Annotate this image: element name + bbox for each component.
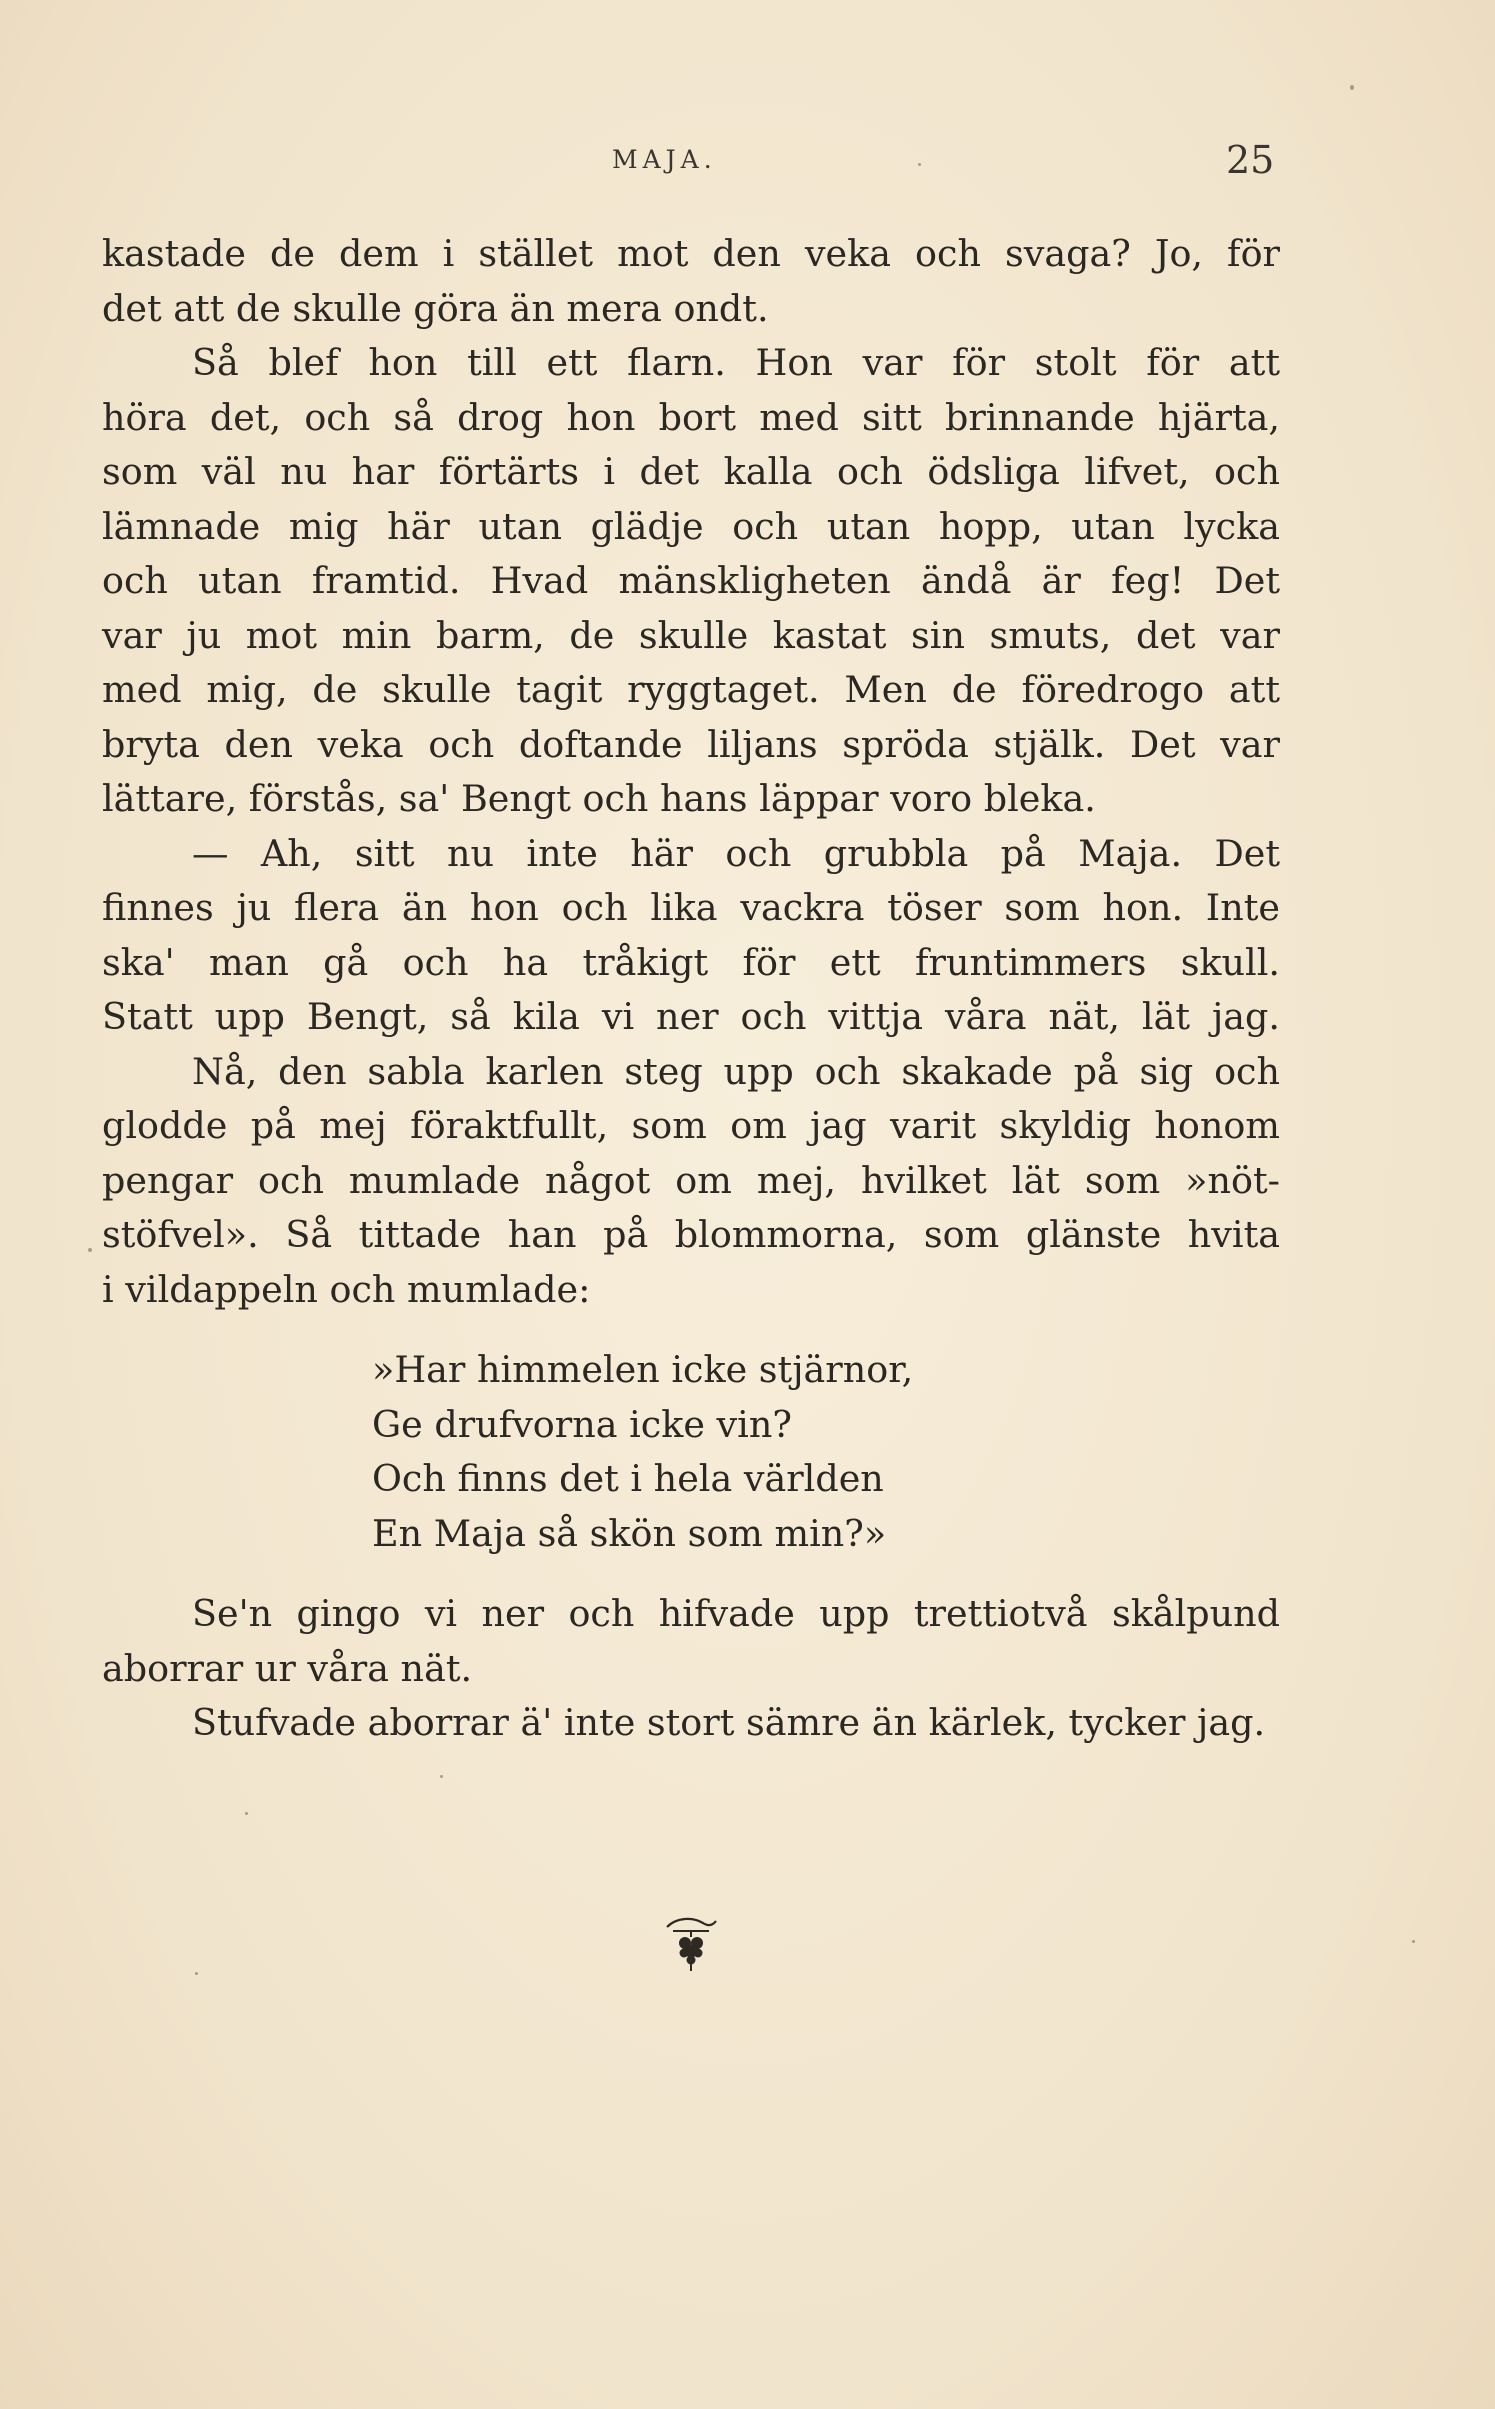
text-line: Nå, den sabla karlen steg upp och skakade på sig och bbox=[192, 1049, 1280, 1093]
text-line: det att de skulle göra än mera ondt. bbox=[102, 286, 769, 330]
text-line: som väl nu har förtärts i det kalla och ödsliga lifvet, och bbox=[102, 450, 1280, 493]
text-line: aborrar ur våra nät. bbox=[102, 1646, 473, 1690]
text-line: lämnade mig här utan glädje och utan hopp, utan lycka bbox=[102, 504, 1280, 548]
text-line: ska' man gå och ha tråkigt för ett fruntimmers skull. bbox=[102, 940, 1280, 984]
text-line: pengar och mumlade något om mej, hvilket lät som »nöt- bbox=[102, 1158, 1280, 1202]
verse-line: »Har himmelen icke stjärnor, bbox=[372, 1348, 914, 1391]
body-text bbox=[102, 227, 1280, 1751]
text-line: och utan framtid. Hvad mänskligheten ändå är feg! Det bbox=[102, 559, 1280, 602]
text-line: Så blef hon till ett flarn. Hon var för stolt för att bbox=[192, 341, 1280, 384]
text-line: stöfvel». Så tittade han på blommorna, som glänste hvita bbox=[102, 1213, 1280, 1256]
text-line: Se'n gingo vi ner och hifvade upp trettiotvå skålpund bbox=[192, 1592, 1280, 1635]
text-line: finnes ju flera än hon och lika vackra töser som hon. Inte bbox=[102, 886, 1280, 929]
verse-line: Ge drufvorna icke vin? bbox=[372, 1402, 792, 1446]
text-line: i vildappeln och mumlade: bbox=[102, 1267, 591, 1311]
text-line: bryta den veka och doftande liljans spröda stjälk. Det var bbox=[102, 722, 1280, 766]
text-line: Statt upp Bengt, så kila vi ner och vittja våra nät, lät jag. bbox=[102, 995, 1280, 1038]
verse-line: En Maja så skön som min?» bbox=[372, 1511, 887, 1555]
text-line: lättare, förstås, sa' Bengt och hans läppar voro bleka. bbox=[102, 777, 1096, 820]
text-line: med mig, de skulle tagit ryggtaget. Men de föredrogo att bbox=[102, 668, 1280, 711]
text-line: kastade de dem i stället mot den veka och svaga? Jo, för bbox=[102, 232, 1280, 275]
vine-fleuron-icon bbox=[663, 1915, 719, 1973]
page-number: 25 bbox=[1226, 138, 1275, 182]
text-line: var ju mot min barm, de skulle kastat sin smuts, det var bbox=[102, 613, 1280, 657]
running-title: MAJA. bbox=[612, 145, 717, 174]
text-line: — Ah, sitt nu inte här och grubbla på Maja. Det bbox=[192, 831, 1280, 875]
text-line: höra det, och så drog hon bort med sitt brinnande hjärta, bbox=[102, 395, 1280, 439]
text-line: glodde på mej föraktfullt, som om jag varit skyldig honom bbox=[102, 1104, 1280, 1147]
text-line: Stufvade aborrar ä' inte stort sämre än kärlek, tycker jag. bbox=[192, 1701, 1266, 1744]
verse-line: Och finns det i hela världen bbox=[372, 1457, 884, 1500]
